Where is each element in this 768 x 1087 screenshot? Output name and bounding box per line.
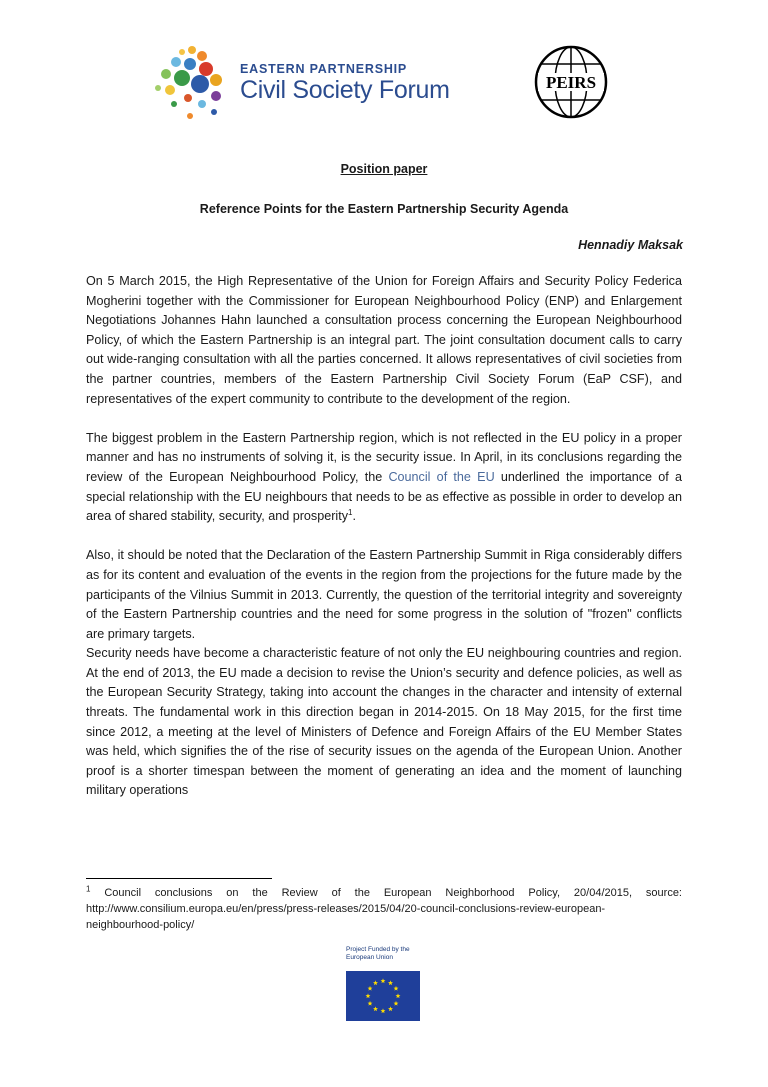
document-title: Position paper: [340, 162, 428, 176]
footnote-text: Council conclusions on the Review of the European Neighborhood Policy, 20/04/2015, source: http://www.consilium.europa.eu/en/press/press-releases/2015/04/20-council-conclusions-review-european-neighbourhood-policy/: [86, 887, 682, 931]
document-subtitle: Reference Points for the Eastern Partnership Security Agenda: [199, 202, 569, 216]
paragraph-1: On 5 March 2015, the High Representative of the Union for Foreign Affairs and Security Policy Federica Mogherini together with the Commissioner for European Neighbourhood Policy (ENP) and Enlargement Negotiations Johannes Hahn launched a consultation process concerning the European Neighbourhood Policy, of which the Eastern Partnership is an integral part. The joint consultation document calls to carry out wide-ranging consultation with all the parties concerned. It allows representatives of civil societies from the partner countries, members of the Eastern Partnership Civil Society Forum (EaP CSF), and representatives of the expert community to contribute to the development of the region.: [86, 274, 682, 406]
paragraph-2-end: .: [352, 509, 356, 524]
eu-funding-label: [346, 946, 410, 962]
eu-label-line-1: Project Funded by the: [346, 946, 410, 953]
page-header: [0, 0, 768, 140]
document-author: Hennadiy Maksak: [578, 238, 683, 252]
peirs-globe-logo: [533, 44, 609, 120]
eap-csf-logo-dots: [144, 40, 234, 130]
paragraph-4: Security needs have become a characteristic feature of not only the EU neighbouring countries and region. At the end of 2013, the EU made a decision to revise the Union’s security and defence policies, as well as the European Security Strategy, taking into account the changes in the character and intensity of external threats. The fundamental work in this direction began in 2014-2015. On 18 May 2015, for the first time since 2012, a meeting at the level of Ministers of Defence and Foreign Affairs of the EU Member States was held, which signifies the of the rise of security issues on the agenda of the European Union. Another proof is a shorter timespan between the moment of generating an idea and the moment of launching military operations: [86, 646, 682, 798]
eap-csf-logo-text: [240, 62, 450, 105]
logo-bottom-line: Civil Society Forum: [240, 76, 450, 104]
council-of-eu-link[interactable]: Council of the EU: [388, 469, 495, 484]
peirs-text: PEIRS: [545, 73, 597, 92]
footnote-1: [86, 885, 682, 933]
eu-flag-icon: [346, 971, 420, 1021]
footnote-ref-1[interactable]: 1: [348, 507, 353, 517]
document-body: [86, 272, 682, 821]
paragraph-3: Also, it should be noted that the Declaration of the Eastern Partnership Summit in Riga considerably differs as for its content and evaluation of the events in the region from the projections for the future made by the participants of the Vilnius Summit in 2013. Currently, the question of the territorial integrity and sovereignty of the Eastern Partnership countries and the need for some progress in the solution of "frozen" conflicts are primary targets.: [86, 548, 682, 641]
footnote-divider: [86, 878, 272, 879]
eu-label-line-2: European Union: [346, 954, 393, 961]
paragraph-2: [86, 429, 682, 527]
footnote-number: 1: [86, 884, 91, 894]
paragraph-2-text-a: The biggest problem in the Eastern Partnership region, which is not reflected in the EU policy in a proper manner and has no instruments of solving it, is the security issue. In April, in its conclusions regarding the review of the European Neighbourhood Policy, the: [86, 430, 682, 484]
paragraph-2-text-b: underlined the importance of a special relationship with the EU neighbours that needs to be as effective as possible in order to develop an area of shared stability, security, and prosperity: [86, 469, 682, 524]
logo-top-line: EASTERN PARTNERSHIP: [240, 62, 408, 76]
